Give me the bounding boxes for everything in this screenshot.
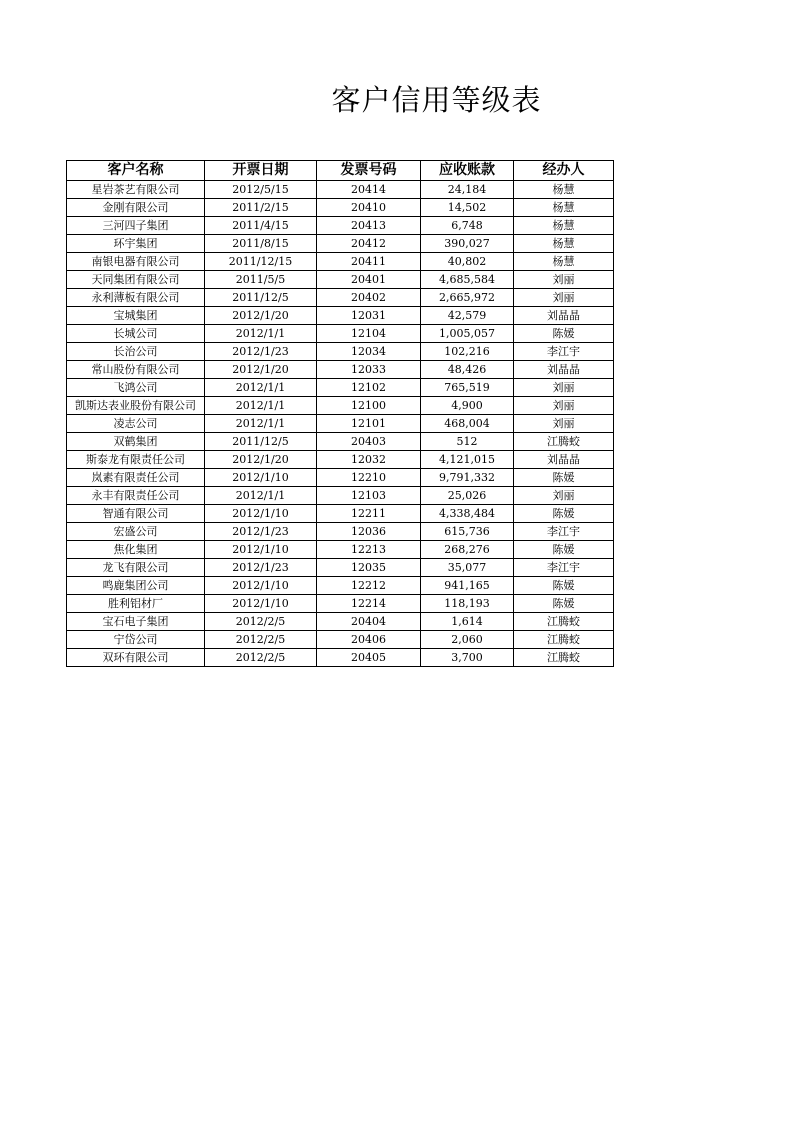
customer-name-cell: 龙飞有限公司: [67, 559, 205, 577]
page-title: 客户信用等级表: [331, 83, 542, 117]
column-header-invoice-date: 开票日期: [205, 161, 317, 181]
invoice-date-cell: 2012/1/23: [205, 559, 317, 577]
table-row: [67, 613, 614, 631]
customer-name-cell: 三河四子集团: [67, 217, 205, 235]
invoice-date-cell: 2011/12/5: [205, 433, 317, 451]
table-row: [67, 631, 614, 649]
column-header-invoice-number: 发票号码: [317, 161, 421, 181]
receivable-cell: 4,121,015: [421, 451, 514, 469]
handler-cell: 杨慧: [514, 199, 614, 217]
invoice-date-cell: 2012/1/10: [205, 469, 317, 487]
handler-cell: 江腾蛟: [514, 433, 614, 451]
customer-name-cell: 永利薄板有限公司: [67, 289, 205, 307]
table-row: [67, 469, 614, 487]
table-row: [67, 199, 614, 217]
receivable-cell: 1,614: [421, 613, 514, 631]
handler-cell: 陈媛: [514, 595, 614, 613]
invoice-date-cell: 2012/2/5: [205, 613, 317, 631]
receivable-cell: 390,027: [421, 235, 514, 253]
receivable-cell: 118,193: [421, 595, 514, 613]
table-row: [67, 325, 614, 343]
invoice-date-cell: 2011/5/5: [205, 271, 317, 289]
invoice-number-cell: 20404: [317, 613, 421, 631]
customer-name-cell: 长治公司: [67, 343, 205, 361]
receivable-cell: 9,791,332: [421, 469, 514, 487]
invoice-number-cell: 20412: [317, 235, 421, 253]
handler-cell: 陈媛: [514, 469, 614, 487]
table-row: [67, 523, 614, 541]
table-row: [67, 343, 614, 361]
handler-cell: 江腾蛟: [514, 631, 614, 649]
invoice-date-cell: 2012/1/20: [205, 451, 317, 469]
handler-cell: 杨慧: [514, 217, 614, 235]
invoice-number-cell: 12212: [317, 577, 421, 595]
invoice-date-cell: 2012/5/15: [205, 181, 317, 199]
handler-cell: 陈媛: [514, 505, 614, 523]
receivable-cell: 4,685,584: [421, 271, 514, 289]
invoice-number-cell: 20414: [317, 181, 421, 199]
receivable-cell: 42,579: [421, 307, 514, 325]
customer-name-cell: 常山股份有限公司: [67, 361, 205, 379]
invoice-number-cell: 12035: [317, 559, 421, 577]
customer-name-cell: 胜利铝材厂: [67, 595, 205, 613]
receivable-cell: 35,077: [421, 559, 514, 577]
handler-cell: 刘丽: [514, 289, 614, 307]
invoice-number-cell: 20410: [317, 199, 421, 217]
receivable-cell: 6,748: [421, 217, 514, 235]
handler-cell: 李江宇: [514, 559, 614, 577]
receivable-cell: 4,900: [421, 397, 514, 415]
invoice-date-cell: 2012/1/1: [205, 415, 317, 433]
handler-cell: 陈媛: [514, 325, 614, 343]
invoice-date-cell: 2012/1/20: [205, 361, 317, 379]
invoice-number-cell: 12100: [317, 397, 421, 415]
table-row: [67, 415, 614, 433]
receivable-cell: 615,736: [421, 523, 514, 541]
table-row: [67, 541, 614, 559]
invoice-date-cell: 2011/8/15: [205, 235, 317, 253]
receivable-cell: 268,276: [421, 541, 514, 559]
handler-cell: 刘丽: [514, 487, 614, 505]
customer-name-cell: 焦化集团: [67, 541, 205, 559]
handler-cell: 刘丽: [514, 271, 614, 289]
customer-name-cell: 宝石电子集团: [67, 613, 205, 631]
handler-cell: 陈媛: [514, 541, 614, 559]
invoice-number-cell: 20401: [317, 271, 421, 289]
table-row: [67, 235, 614, 253]
receivable-cell: 14,502: [421, 199, 514, 217]
handler-cell: 刘晶晶: [514, 451, 614, 469]
customer-name-cell: 环宇集团: [67, 235, 205, 253]
invoice-number-cell: 12213: [317, 541, 421, 559]
customer-name-cell: 宝城集团: [67, 307, 205, 325]
table-row: [67, 379, 614, 397]
receivable-cell: 941,165: [421, 577, 514, 595]
table-row: [67, 253, 614, 271]
customer-name-cell: 长城公司: [67, 325, 205, 343]
invoice-number-cell: 12104: [317, 325, 421, 343]
receivable-cell: 40,802: [421, 253, 514, 271]
customer-name-cell: 斯泰龙有限责任公司: [67, 451, 205, 469]
invoice-number-cell: 12033: [317, 361, 421, 379]
customer-name-cell: 凯斯达表业股份有限公司: [67, 397, 205, 415]
receivable-cell: 102,216: [421, 343, 514, 361]
handler-cell: 刘丽: [514, 415, 614, 433]
table-row: [67, 577, 614, 595]
table-row: [67, 433, 614, 451]
receivable-cell: 765,519: [421, 379, 514, 397]
receivable-cell: 4,338,484: [421, 505, 514, 523]
customer-name-cell: 飞鸿公司: [67, 379, 205, 397]
invoice-number-cell: 20413: [317, 217, 421, 235]
table-header-row: [67, 161, 614, 181]
receivable-cell: 48,426: [421, 361, 514, 379]
invoice-date-cell: 2012/1/10: [205, 595, 317, 613]
handler-cell: 刘晶晶: [514, 307, 614, 325]
invoice-date-cell: 2011/2/15: [205, 199, 317, 217]
invoice-date-cell: 2012/1/23: [205, 523, 317, 541]
invoice-date-cell: 2012/2/5: [205, 631, 317, 649]
table-body: [67, 181, 614, 667]
invoice-number-cell: 12101: [317, 415, 421, 433]
invoice-number-cell: 20402: [317, 289, 421, 307]
table-row: [67, 451, 614, 469]
invoice-number-cell: 12032: [317, 451, 421, 469]
customer-name-cell: 鸣鹿集团公司: [67, 577, 205, 595]
table-row: [67, 361, 614, 379]
invoice-date-cell: 2011/4/15: [205, 217, 317, 235]
invoice-number-cell: 12031: [317, 307, 421, 325]
credit-rating-table: [66, 160, 614, 667]
receivable-cell: 468,004: [421, 415, 514, 433]
handler-cell: 杨慧: [514, 235, 614, 253]
invoice-number-cell: 12034: [317, 343, 421, 361]
invoice-number-cell: 20403: [317, 433, 421, 451]
invoice-number-cell: 12036: [317, 523, 421, 541]
table-row: [67, 505, 614, 523]
invoice-date-cell: 2012/1/10: [205, 541, 317, 559]
handler-cell: 李江宇: [514, 343, 614, 361]
table-row: [67, 397, 614, 415]
handler-cell: 刘丽: [514, 379, 614, 397]
customer-name-cell: 星岩茶艺有限公司: [67, 181, 205, 199]
customer-name-cell: 永丰有限责任公司: [67, 487, 205, 505]
customer-name-cell: 金刚有限公司: [67, 199, 205, 217]
receivable-cell: 24,184: [421, 181, 514, 199]
receivable-cell: 2,060: [421, 631, 514, 649]
invoice-date-cell: 2012/1/20: [205, 307, 317, 325]
invoice-number-cell: 12102: [317, 379, 421, 397]
table-row: [67, 307, 614, 325]
table-row: [67, 487, 614, 505]
customer-name-cell: 凌志公司: [67, 415, 205, 433]
receivable-cell: 3,700: [421, 649, 514, 667]
invoice-number-cell: 12211: [317, 505, 421, 523]
receivable-cell: 512: [421, 433, 514, 451]
invoice-number-cell: 20411: [317, 253, 421, 271]
invoice-date-cell: 2012/1/1: [205, 379, 317, 397]
invoice-date-cell: 2011/12/5: [205, 289, 317, 307]
handler-cell: 李江宇: [514, 523, 614, 541]
customer-name-cell: 南银电器有限公司: [67, 253, 205, 271]
table-row: [67, 649, 614, 667]
invoice-date-cell: 2012/1/10: [205, 577, 317, 595]
handler-cell: 杨慧: [514, 253, 614, 271]
customer-name-cell: 双鹤集团: [67, 433, 205, 451]
invoice-number-cell: 12214: [317, 595, 421, 613]
receivable-cell: 2,665,972: [421, 289, 514, 307]
receivable-cell: 25,026: [421, 487, 514, 505]
table-row: [67, 181, 614, 199]
handler-cell: 杨慧: [514, 181, 614, 199]
customer-name-cell: 宁岱公司: [67, 631, 205, 649]
table-row: [67, 595, 614, 613]
customer-name-cell: 双环有限公司: [67, 649, 205, 667]
invoice-date-cell: 2012/2/5: [205, 649, 317, 667]
invoice-number-cell: 12103: [317, 487, 421, 505]
invoice-date-cell: 2012/1/1: [205, 325, 317, 343]
customer-name-cell: 天同集团有限公司: [67, 271, 205, 289]
table-row: [67, 217, 614, 235]
invoice-date-cell: 2012/1/23: [205, 343, 317, 361]
invoice-date-cell: 2012/1/1: [205, 487, 317, 505]
column-header-customer-name: 客户名称: [67, 161, 205, 181]
customer-name-cell: 宏盛公司: [67, 523, 205, 541]
table-row: [67, 271, 614, 289]
handler-cell: 刘丽: [514, 397, 614, 415]
table-row: [67, 559, 614, 577]
invoice-date-cell: 2012/1/1: [205, 397, 317, 415]
column-header-handler: 经办人: [514, 161, 614, 181]
invoice-number-cell: 20406: [317, 631, 421, 649]
table-row: [67, 289, 614, 307]
handler-cell: 江腾蛟: [514, 613, 614, 631]
handler-cell: 江腾蛟: [514, 649, 614, 667]
invoice-number-cell: 12210: [317, 469, 421, 487]
invoice-date-cell: 2011/12/15: [205, 253, 317, 271]
invoice-number-cell: 20405: [317, 649, 421, 667]
customer-name-cell: 岚素有限责任公司: [67, 469, 205, 487]
invoice-date-cell: 2012/1/10: [205, 505, 317, 523]
receivable-cell: 1,005,057: [421, 325, 514, 343]
handler-cell: 陈媛: [514, 577, 614, 595]
customer-name-cell: 智通有限公司: [67, 505, 205, 523]
column-header-receivable: 应收账款: [421, 161, 514, 181]
handler-cell: 刘晶晶: [514, 361, 614, 379]
